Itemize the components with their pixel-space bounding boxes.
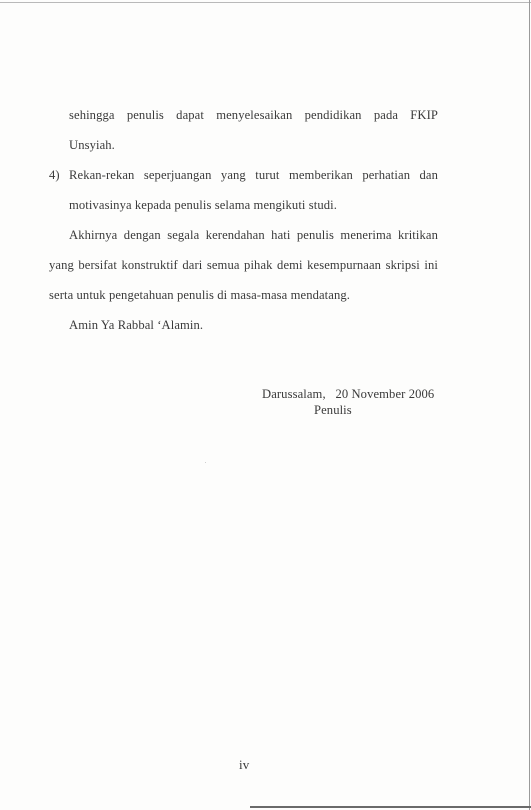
page-top-edge	[0, 2, 531, 3]
paragraph-line-2: yang bersifat konstruktif dari semua pihak demi kesempurnaan skripsi ini	[49, 258, 438, 272]
body-line-1: sehingga penulis dapat menyelesaikan pendidikan pada FKIP	[69, 108, 438, 122]
closing-prayer: Amin Ya Rabbal ‘Alamin.	[69, 318, 204, 332]
place-date: Darussalam, 20 November 2006	[262, 387, 435, 401]
list-item-text: Rekan-rekan seperjuangan yang turut memberikan perhatian dan	[69, 168, 438, 182]
scan-speck	[205, 462, 206, 463]
page-right-edge	[529, 0, 530, 810]
page-number: iv	[239, 757, 250, 772]
body-line-2: Unsyiah.	[69, 138, 115, 152]
paragraph-line-3: serta untuk pengetahuan penulis di masa-masa mendatang.	[49, 288, 351, 302]
list-item-number: 4)	[49, 168, 60, 182]
author-label: Penulis	[314, 403, 352, 417]
list-item-4	[49, 167, 438, 183]
page-bottom-edge	[250, 806, 531, 808]
paragraph-line-1: Akhirnya dengan segala kerendahan hati penulis menerima kritikan	[69, 228, 438, 242]
list-item-4-continuation: motivasinya kepada penulis selama mengikuti studi.	[69, 198, 338, 212]
